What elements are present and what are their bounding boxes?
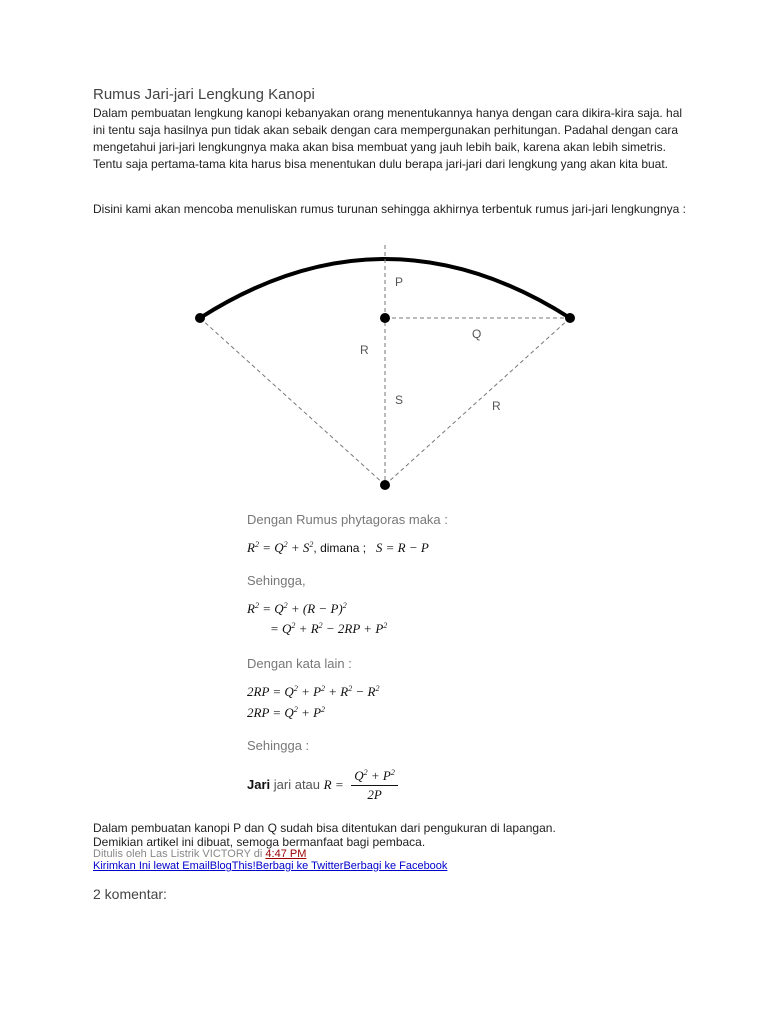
intro-paragraph: Dalam pembuatan lengkung kanopi kebanyakan orang menentukannya hanya dengan cara dikira-kira saja. hal ini tentu saja hasilnya pun tidak akan sebaik dengan cara mempergunakan perhitungan. Padahal dengan cara mengetahui jari-jari lengkungnya maka akan bisa membuat yang jauh lebih baik, karena akan lebih simetris. Tentu saja pertama-tama kita harus bisa menentukan dulu berapa jari-jari dari lengkung yang akan kita buat. — [93, 106, 683, 171]
left-endpoint — [195, 313, 205, 323]
equation-2-line-2: = $Q^2 + R^2 - 2RP + P^2$ — [270, 621, 388, 636]
right-radius-line — [385, 318, 570, 485]
footer-line-1: Dalam pembuatan kanopi P dan Q sudah bisa ditentukan dari pengukuran di lapangan. — [93, 821, 556, 835]
label-r-left: R — [360, 343, 369, 357]
share-twitter-link[interactable]: Berbagi ke Twitter — [255, 860, 344, 872]
sehingga-1: Sehingga, — [247, 573, 306, 588]
share-facebook-link[interactable]: Berbagi ke Facebook — [343, 860, 448, 872]
final-fraction: $\frac{Q^2 + P^2}{2P}$ — [351, 768, 398, 803]
comments-heading: 2 komentar: — [93, 886, 167, 902]
equation-3-line-1: $2RP = Q^2 + P^2 + R^2 - R^2$ — [247, 684, 380, 699]
left-radius-line — [200, 318, 385, 485]
derivation-intro-paragraph: Disini kami akan mencoba menuliskan rumus turunan sehingga akhirnya terbentuk rumus jari-jari lengkungnya : — [93, 202, 686, 216]
center-point — [380, 313, 390, 323]
post-time-link[interactable]: 4:47 PM — [265, 848, 307, 860]
final-formula: Jari jari atau R = $\frac{Q^2 + P^2}{2P}$ — [247, 768, 398, 803]
share-email-link[interactable]: Kirimkan Ini lewat Email — [93, 860, 210, 872]
right-endpoint — [565, 313, 575, 323]
label-s: S — [395, 393, 404, 407]
footer-line-2: Demikian artikel ini dibuat, semoga bermanfaat bagi pembaca. — [93, 835, 426, 849]
pythagoras-intro: Dengan Rumus phytagoras maka : — [247, 512, 448, 527]
post-title: Rumus Jari-jari Lengkung Kanopi — [93, 86, 315, 103]
label-q: Q — [472, 327, 482, 341]
label-p: P — [395, 275, 404, 289]
equation-3-line-2: $2RP = Q^2 + P^2$ — [247, 705, 326, 720]
kata-lain-label: Dengan kata lain : — [247, 656, 352, 671]
circle-center-point — [380, 480, 390, 490]
blogthis-link[interactable]: BlogThis! — [209, 860, 256, 872]
post-meta: Ditulis oleh Las Listrik VICTORY di 4:47 PM — [93, 848, 307, 860]
equation-1: $R^2 = Q^2 + S^2$, dimana ; S = R − P — [247, 540, 429, 555]
sehingga-2: Sehingga : — [247, 738, 310, 753]
equation-2-line-1: $R^2 = Q^2 + (R - P)^2$ — [247, 601, 347, 616]
canopy-arc-diagram — [180, 230, 590, 495]
share-links — [93, 860, 447, 872]
label-r-right: R — [492, 399, 501, 413]
